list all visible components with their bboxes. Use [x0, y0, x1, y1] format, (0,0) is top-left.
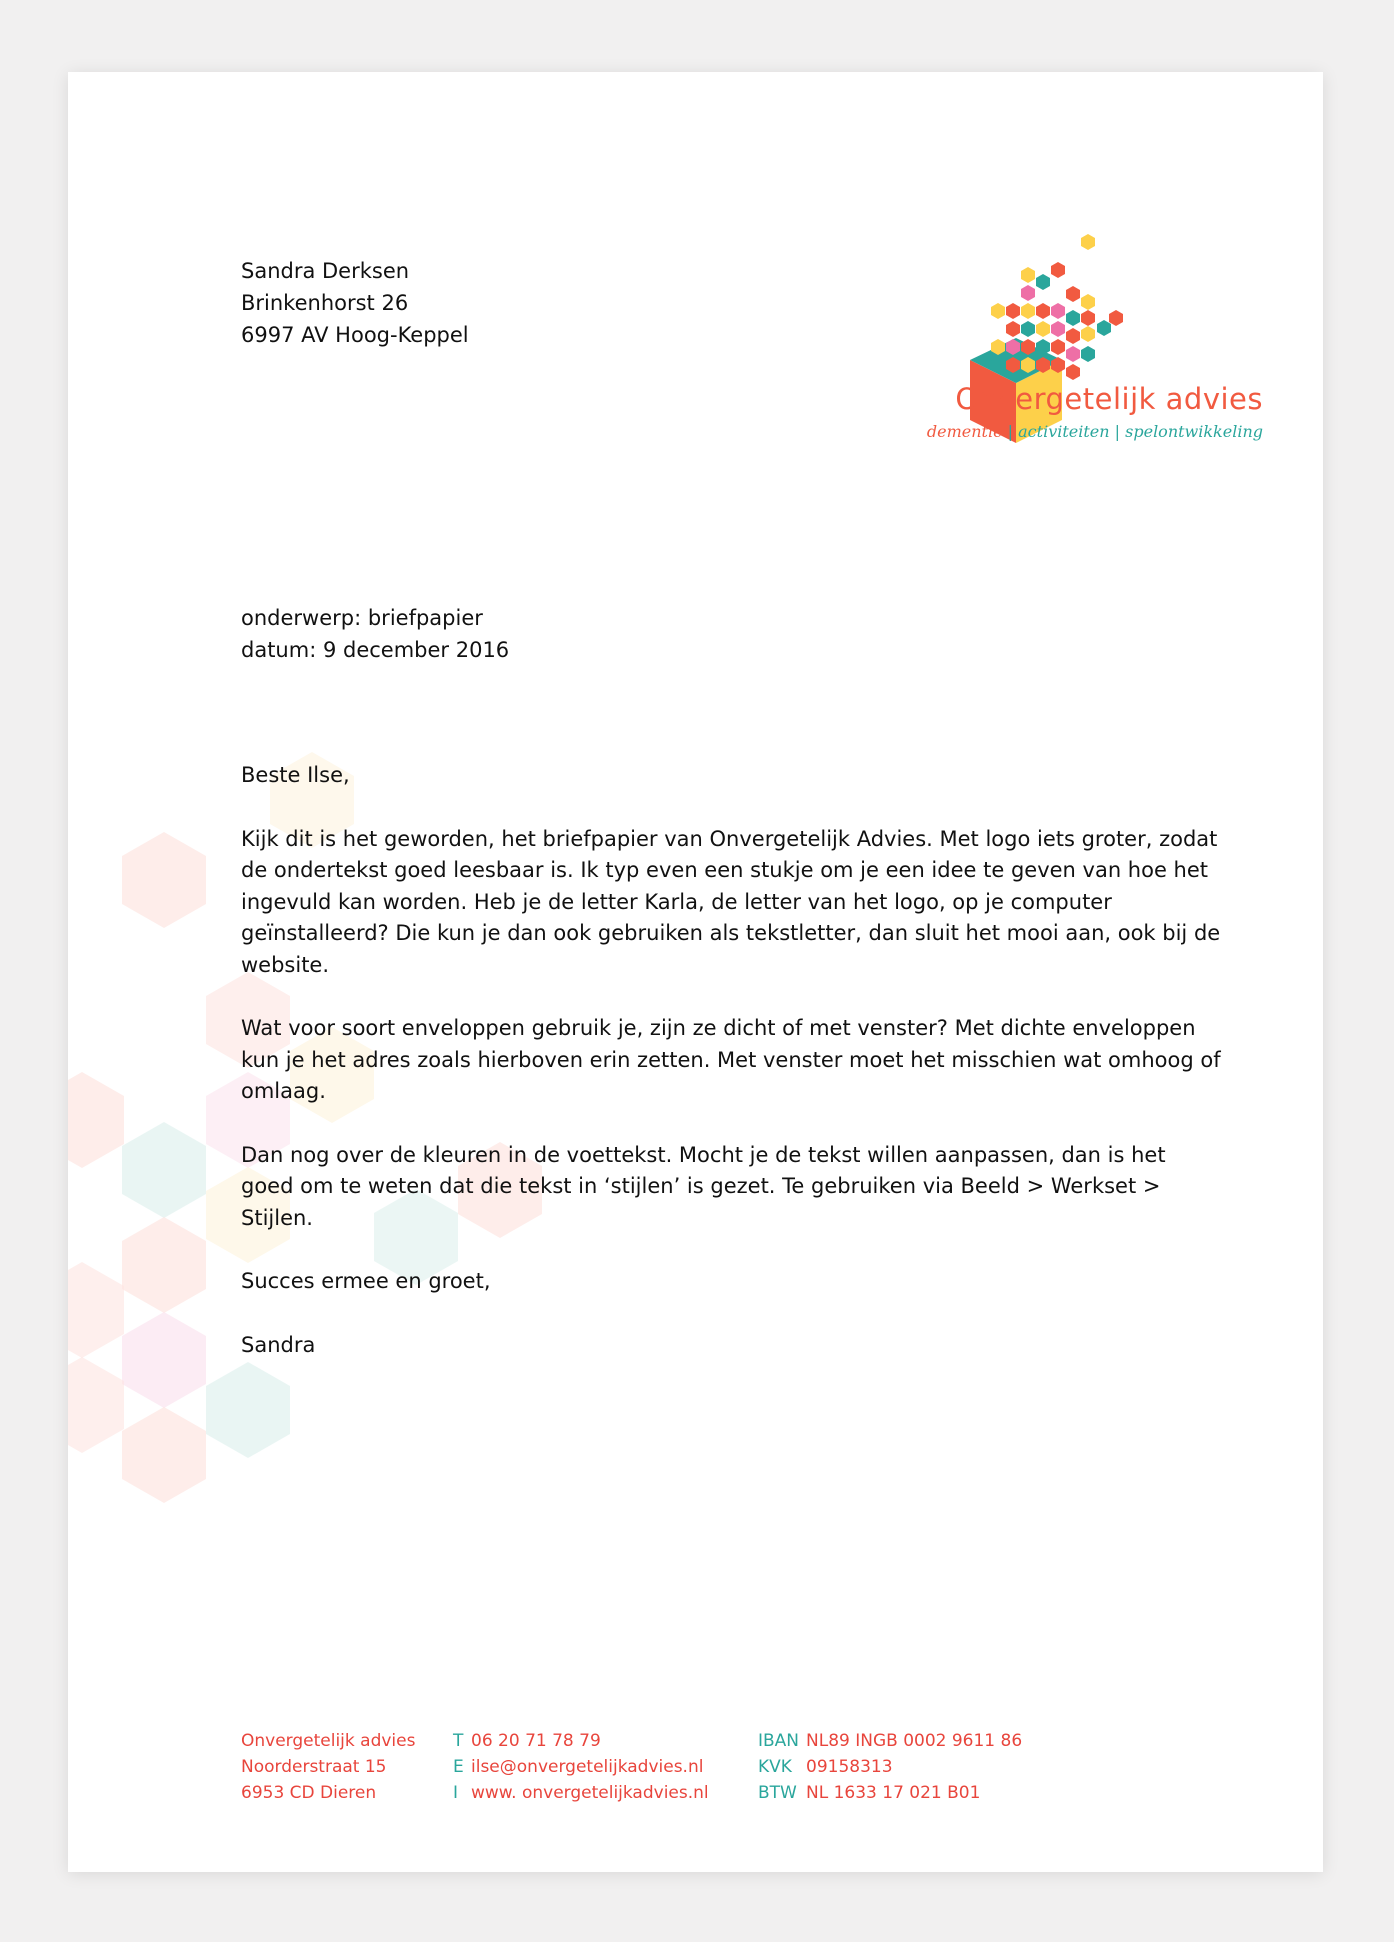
- signature: Sandra: [241, 1332, 316, 1357]
- footer-kvk: [758, 1754, 1022, 1780]
- footer-btw: [758, 1780, 1022, 1806]
- iban-value: NL89 INGB 0002 9611 86: [806, 1731, 1023, 1751]
- email-label: E: [453, 1757, 464, 1777]
- brand-tagline: [927, 422, 1263, 441]
- btw-label: BTW: [758, 1783, 797, 1803]
- website-value: www. onvergetelijkadvies.nl: [471, 1783, 709, 1803]
- footer-company-street: Noorderstraat 15: [241, 1757, 387, 1777]
- phone-value: 06 20 71 78 79: [471, 1731, 601, 1751]
- footer-company: [241, 1728, 415, 1806]
- body-paragraph: Wat voor soort enveloppen gebruik je, zijn ze dicht of met venster? Met dichte enveloppen kun je het adres zoals hierboven erin zetten. Met venster moet het misschien wat omhoog of omlaag.: [241, 1016, 1221, 1103]
- footer-phone: [453, 1728, 709, 1754]
- tagline-separator: |: [1114, 422, 1121, 441]
- iban-label: IBAN: [758, 1731, 800, 1751]
- email-value: ilse@onvergetelijkadvies.nl: [471, 1757, 704, 1777]
- tagline-separator: |: [1007, 422, 1014, 441]
- recipient-address: [241, 255, 469, 351]
- greeting: Beste Ilse,: [241, 763, 350, 787]
- tagline-item: activiteiten: [1018, 422, 1110, 441]
- footer-website: [453, 1780, 709, 1806]
- letter-sheet: [68, 72, 1323, 1872]
- phone-label: T: [453, 1731, 464, 1751]
- address-street: Brinkenhorst 26: [241, 291, 409, 315]
- address-name: Sandra Derksen: [241, 259, 410, 283]
- kvk-label: KVK: [758, 1757, 792, 1777]
- footer-finance: [758, 1728, 1022, 1806]
- letter-meta: [241, 602, 509, 666]
- letter-body: [241, 760, 1221, 1393]
- tagline-item: dementie: [926, 422, 1003, 441]
- subject-line: onderwerp: briefpapier: [241, 606, 483, 630]
- body-paragraph: Kijk dit is het geworden, het briefpapier van Onvergetelijk Advies. Met logo iets groter, zodat de ondertekst goed leesbaar is. Ik typ even een stukje om je een idee te geven van hoe het ingevuld kan worden. Heb je de letter Karla, de letter van het logo, op je computer geïnstalleerd? Die kun je dan ook gebruiken als tekstletter, dan sluit het mooi aan, ook bij de website.: [241, 826, 1221, 977]
- btw-value: NL 1633 17 021 B01: [806, 1783, 981, 1803]
- footer-company-name: Onvergetelijk advies: [241, 1731, 416, 1751]
- tagline-item: spelontwikkeling: [1125, 422, 1263, 441]
- footer-company-city: 6953 CD Dieren: [241, 1783, 377, 1803]
- kvk-value: 09158313: [806, 1757, 893, 1777]
- website-label: I: [453, 1783, 459, 1803]
- date-line: datum: 9 december 2016: [241, 638, 510, 662]
- body-paragraph: Dan nog over de kleuren in de voettekst. Mocht je de tekst willen aanpassen, dan is het goed om te weten dat die tekst in ‘stijlen’ is gezet. Te gebruiken via Beeld > Werkset > Stijlen.: [241, 1142, 1166, 1230]
- footer-contact: [453, 1728, 709, 1806]
- footer-iban: [758, 1728, 1022, 1754]
- brand-logo-icon: [938, 158, 1323, 528]
- footer-email: [453, 1754, 709, 1780]
- brand-name: Onvergetelijk advies: [955, 382, 1263, 416]
- address-city: 6997 AV Hoog-Keppel: [241, 323, 469, 347]
- closing: Succes ermee en groet,: [241, 1269, 491, 1293]
